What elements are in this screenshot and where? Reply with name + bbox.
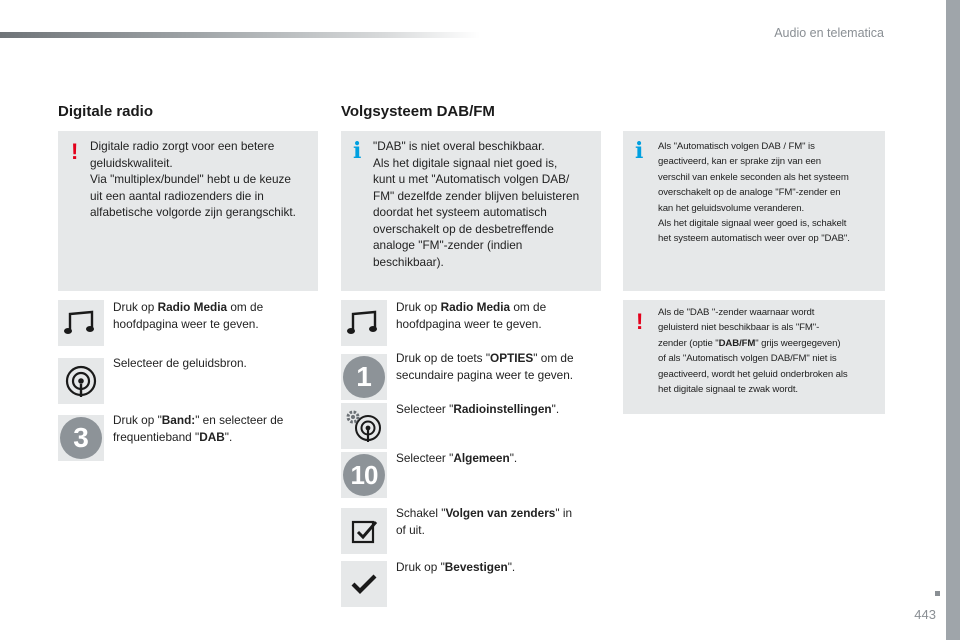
number-badge: 10 [343, 454, 385, 496]
radio-settings-icon [341, 403, 387, 449]
warning-line: geactiveerd, wordt het geluid onderbroken als [658, 368, 848, 380]
note-line: FM" dezelfde zender blijven beluisteren [373, 188, 580, 203]
warning-line: geluisterd niet beschikbaar is als "FM"- [658, 322, 820, 334]
note-line: Digitale radio zorgt voor een betere [90, 139, 275, 153]
step-number-3 [58, 415, 104, 461]
step-text: Druk op "Bevestigen". [396, 560, 516, 574]
page-side-strip [946, 0, 960, 640]
note-line: Als het digitale signaal niet goed is, [373, 155, 558, 170]
note-line: alfabetische volgorde zijn gerangschikt. [90, 205, 296, 219]
section-title: Audio en telematica [774, 26, 884, 40]
step-number-1 [341, 354, 387, 400]
info-icon: i [635, 138, 644, 164]
info-icon: i [353, 138, 362, 164]
header-gradient-bar [0, 32, 480, 38]
note-text [373, 138, 599, 270]
note-box-digital-radio [58, 131, 318, 291]
page-dot [935, 591, 940, 596]
warning-line: Als de "DAB "-zender waarnaar wordt [658, 307, 815, 318]
step-text: Selecteer "Radioinstellingen". [396, 402, 560, 416]
step-text: Druk op de toets "OPTIES" om de secundaire pagina weer te geven. [396, 351, 574, 382]
note-line: beschikbaar). [373, 254, 444, 269]
warning-icon: ! [71, 139, 79, 164]
note-line: geluidskwaliteit. [90, 155, 173, 170]
note-line: analoge "FM"-zender (indien [373, 238, 523, 252]
page-number: 443 [914, 607, 936, 622]
note-box-dab-fm [341, 131, 601, 291]
toggle-checkbox-icon [341, 508, 387, 554]
info-line: verschil van enkele seconden als het systeem [658, 171, 849, 183]
note-line: kunt u met "Automatisch volgen DAB/ [373, 172, 570, 186]
info-line: het systeem automatisch weer over op "DAB". [658, 233, 850, 245]
info-line: Als "Automatisch volgen DAB / FM" is [658, 141, 815, 152]
warning-line: het digitale signaal te zwak wordt. [658, 384, 798, 396]
info-line: overschakelt op de analoge "FM"-zender en [658, 187, 841, 199]
note-text [90, 138, 314, 221]
step-text: Selecteer de geluidsbron. [113, 356, 247, 370]
heading-digitale-radio: Digitale radio [58, 103, 154, 120]
heading-volgsysteem: Volgsysteem DAB/FM [341, 103, 495, 120]
warning-icon: ! [636, 309, 644, 334]
info-text [658, 139, 883, 247]
info-box-auto-follow [623, 131, 885, 291]
step-number-10 [341, 452, 387, 498]
number-badge: 1 [343, 356, 385, 398]
note-line: Via "multiplex/bundel" hebt u de keuze [90, 172, 291, 186]
step-text: Selecteer "Algemeen". [396, 451, 518, 465]
info-line: kan het geluidsvolume veranderen. [658, 202, 805, 214]
music-note-icon [58, 300, 104, 346]
warning-line: zender (optie "DAB/FM" grijs weergegeven) [658, 337, 841, 349]
warning-text [658, 305, 883, 397]
checkmark-icon [341, 561, 387, 607]
note-line: "DAB" is niet overal beschikbaar. [373, 139, 545, 153]
step-text: Druk op Radio Media om de hoofdpagina weer te geven. [396, 300, 547, 331]
note-line: overschakelt op de desbetreffende [373, 221, 554, 236]
number-badge: 3 [60, 417, 102, 459]
info-line: geactiveerd, kan er sprake zijn van een [658, 156, 822, 168]
step-text: Druk op Radio Media om de hoofdpagina weer te geven. [113, 300, 264, 331]
step-text: Druk op "Band:" en selecteer de frequentieband "DAB". [113, 413, 284, 444]
warning-box-dab-unavailable [623, 300, 885, 414]
radio-source-icon [58, 358, 104, 404]
warning-line: of als "Automatisch volgen DAB/FM" niet is [658, 353, 837, 365]
info-line: Als het digitale signaal weer goed is, schakelt [658, 218, 847, 230]
note-line: uit een aantal radiozenders die in [90, 188, 264, 203]
note-line: doordat het systeem automatisch [373, 205, 547, 219]
step-text: Schakel "Volgen van zenders" in of uit. [396, 506, 573, 537]
music-note-icon [341, 300, 387, 346]
